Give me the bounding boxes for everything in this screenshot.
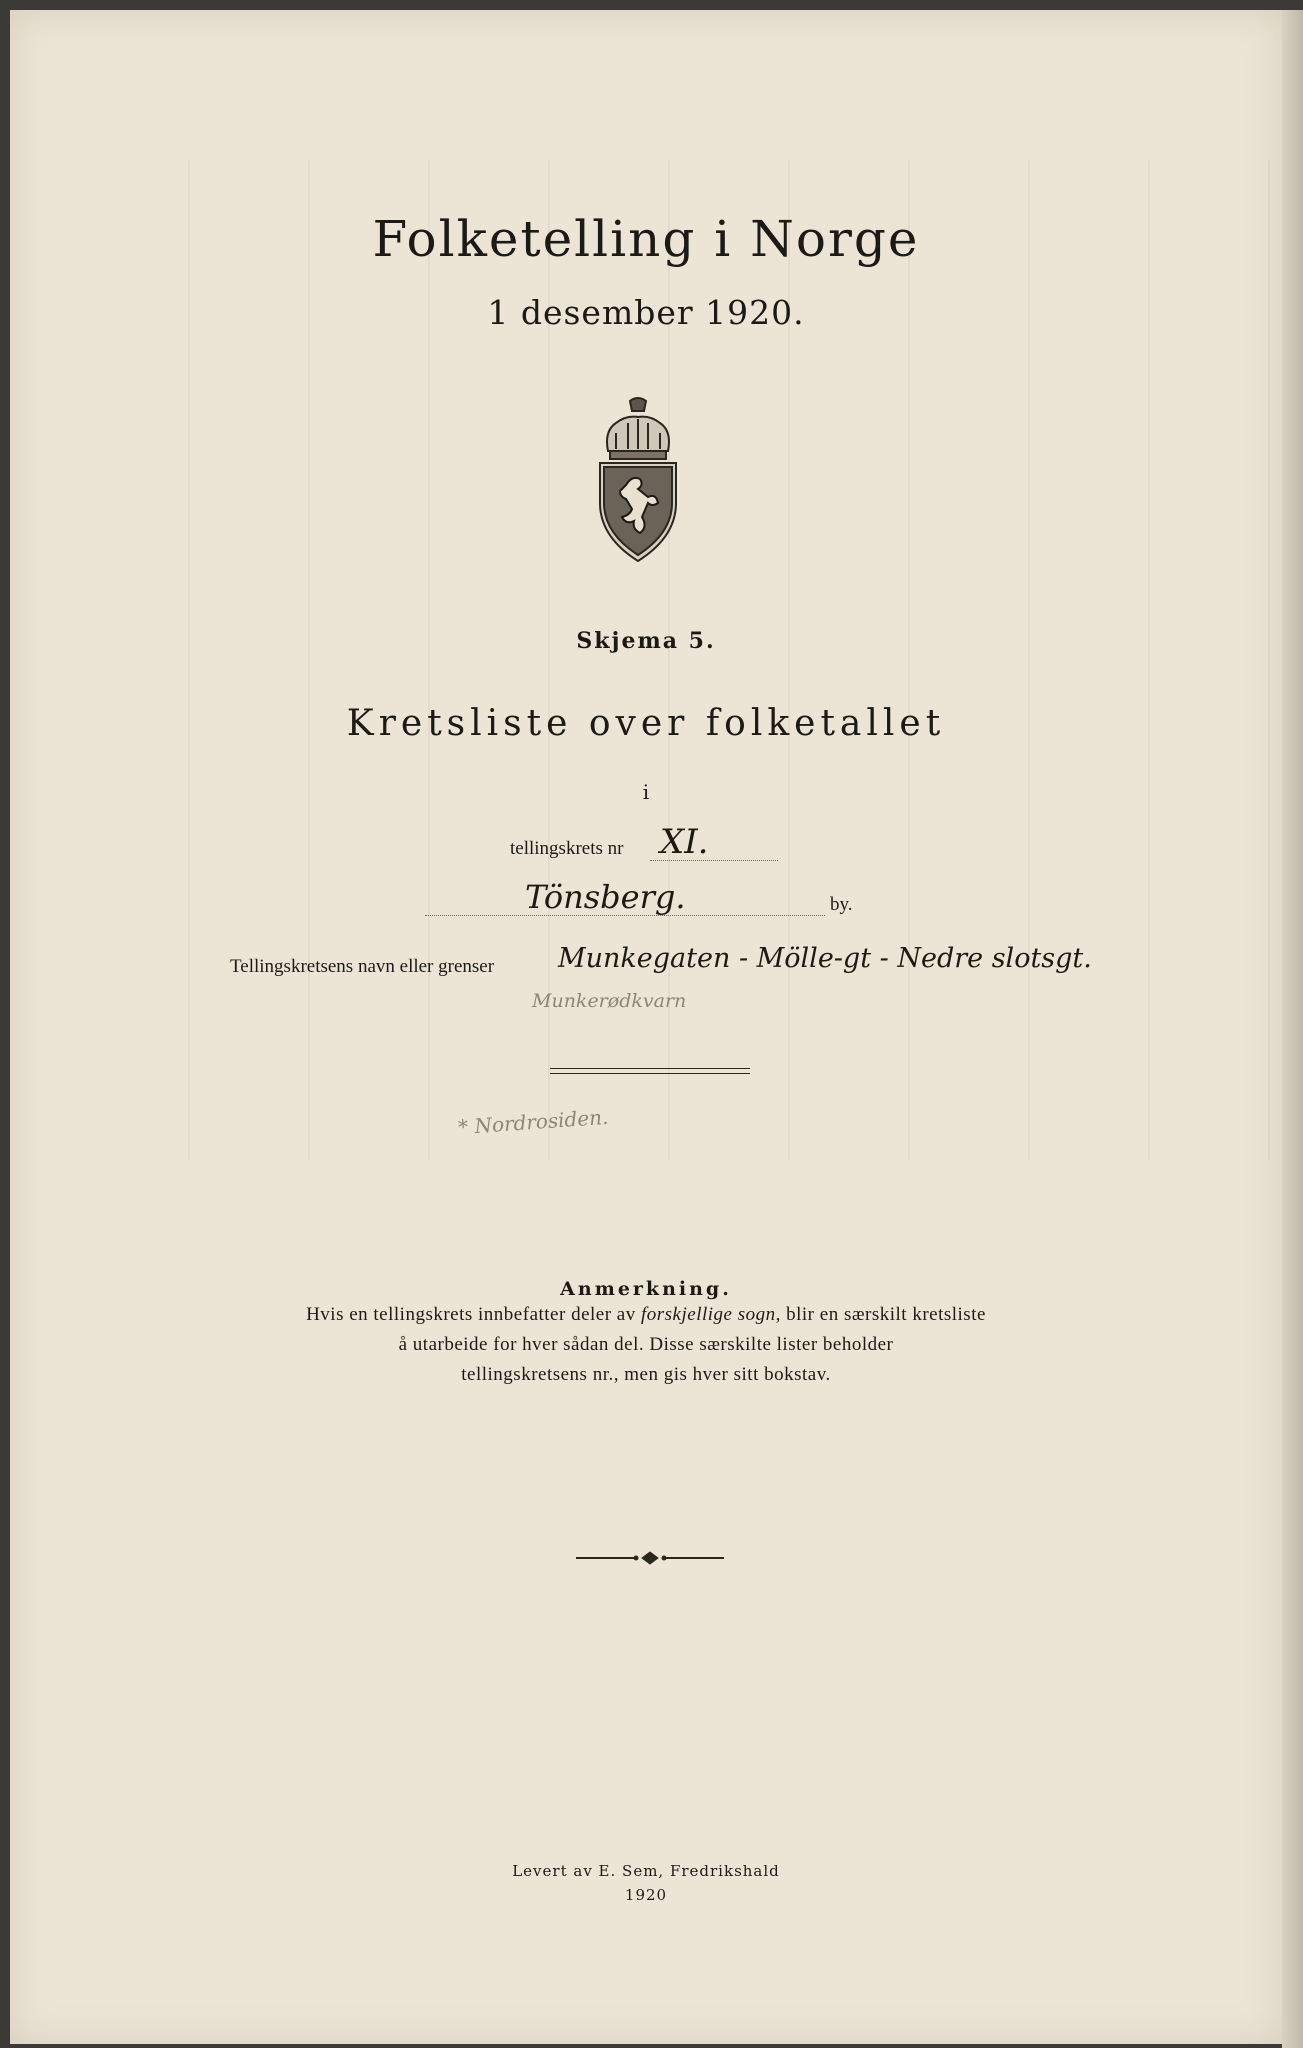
note-line-3: tellingskretsens nr., men gis hver sitt bokstav.: [461, 1364, 831, 1385]
page-edge: [1282, 10, 1303, 2048]
pencil-note-1: Munkerødkvarn: [532, 990, 687, 1012]
schema-number: Skjema 5.: [576, 628, 716, 654]
boundaries-value: Munkegaten - Mölle-gt - Nedre slotsgt.: [558, 943, 1092, 974]
page-title: Folketelling i Norge: [372, 210, 920, 268]
norwegian-coat-of-arms-icon: [590, 393, 686, 563]
district-label: tellingskrets nr: [510, 838, 624, 859]
note-line-1: Hvis en tellingskrets innbefatter deler av forskjellige sogn, blir en særskilt kretsliste: [306, 1304, 986, 1325]
pencil-note-2: * Nordrosiden.: [457, 1104, 610, 1140]
census-form-page: [10, 10, 1282, 2044]
note-title: Anmerkning.: [560, 1278, 732, 1300]
town-value: Tönsberg.: [525, 878, 686, 916]
town-suffix: by.: [830, 894, 853, 915]
preposition: i: [642, 780, 650, 804]
printer-credit: Levert av E. Sem, Fredrikshald: [512, 1862, 780, 1880]
boundaries-label: Tellingskretsens navn eller grenser: [230, 956, 495, 977]
census-date: 1 desember 1920.: [487, 293, 805, 332]
note-line-2: å utarbeide for hver sådan del. Disse særskilte lister beholder: [398, 1334, 894, 1355]
ornament-divider-icon: [570, 1548, 730, 1568]
separator-line-2: [550, 1073, 750, 1074]
district-value: XI.: [660, 822, 709, 862]
form-heading: Kretsliste over folketallet: [346, 703, 946, 744]
printer-year: 1920: [624, 1886, 668, 1904]
separator-line-1: [550, 1068, 750, 1069]
